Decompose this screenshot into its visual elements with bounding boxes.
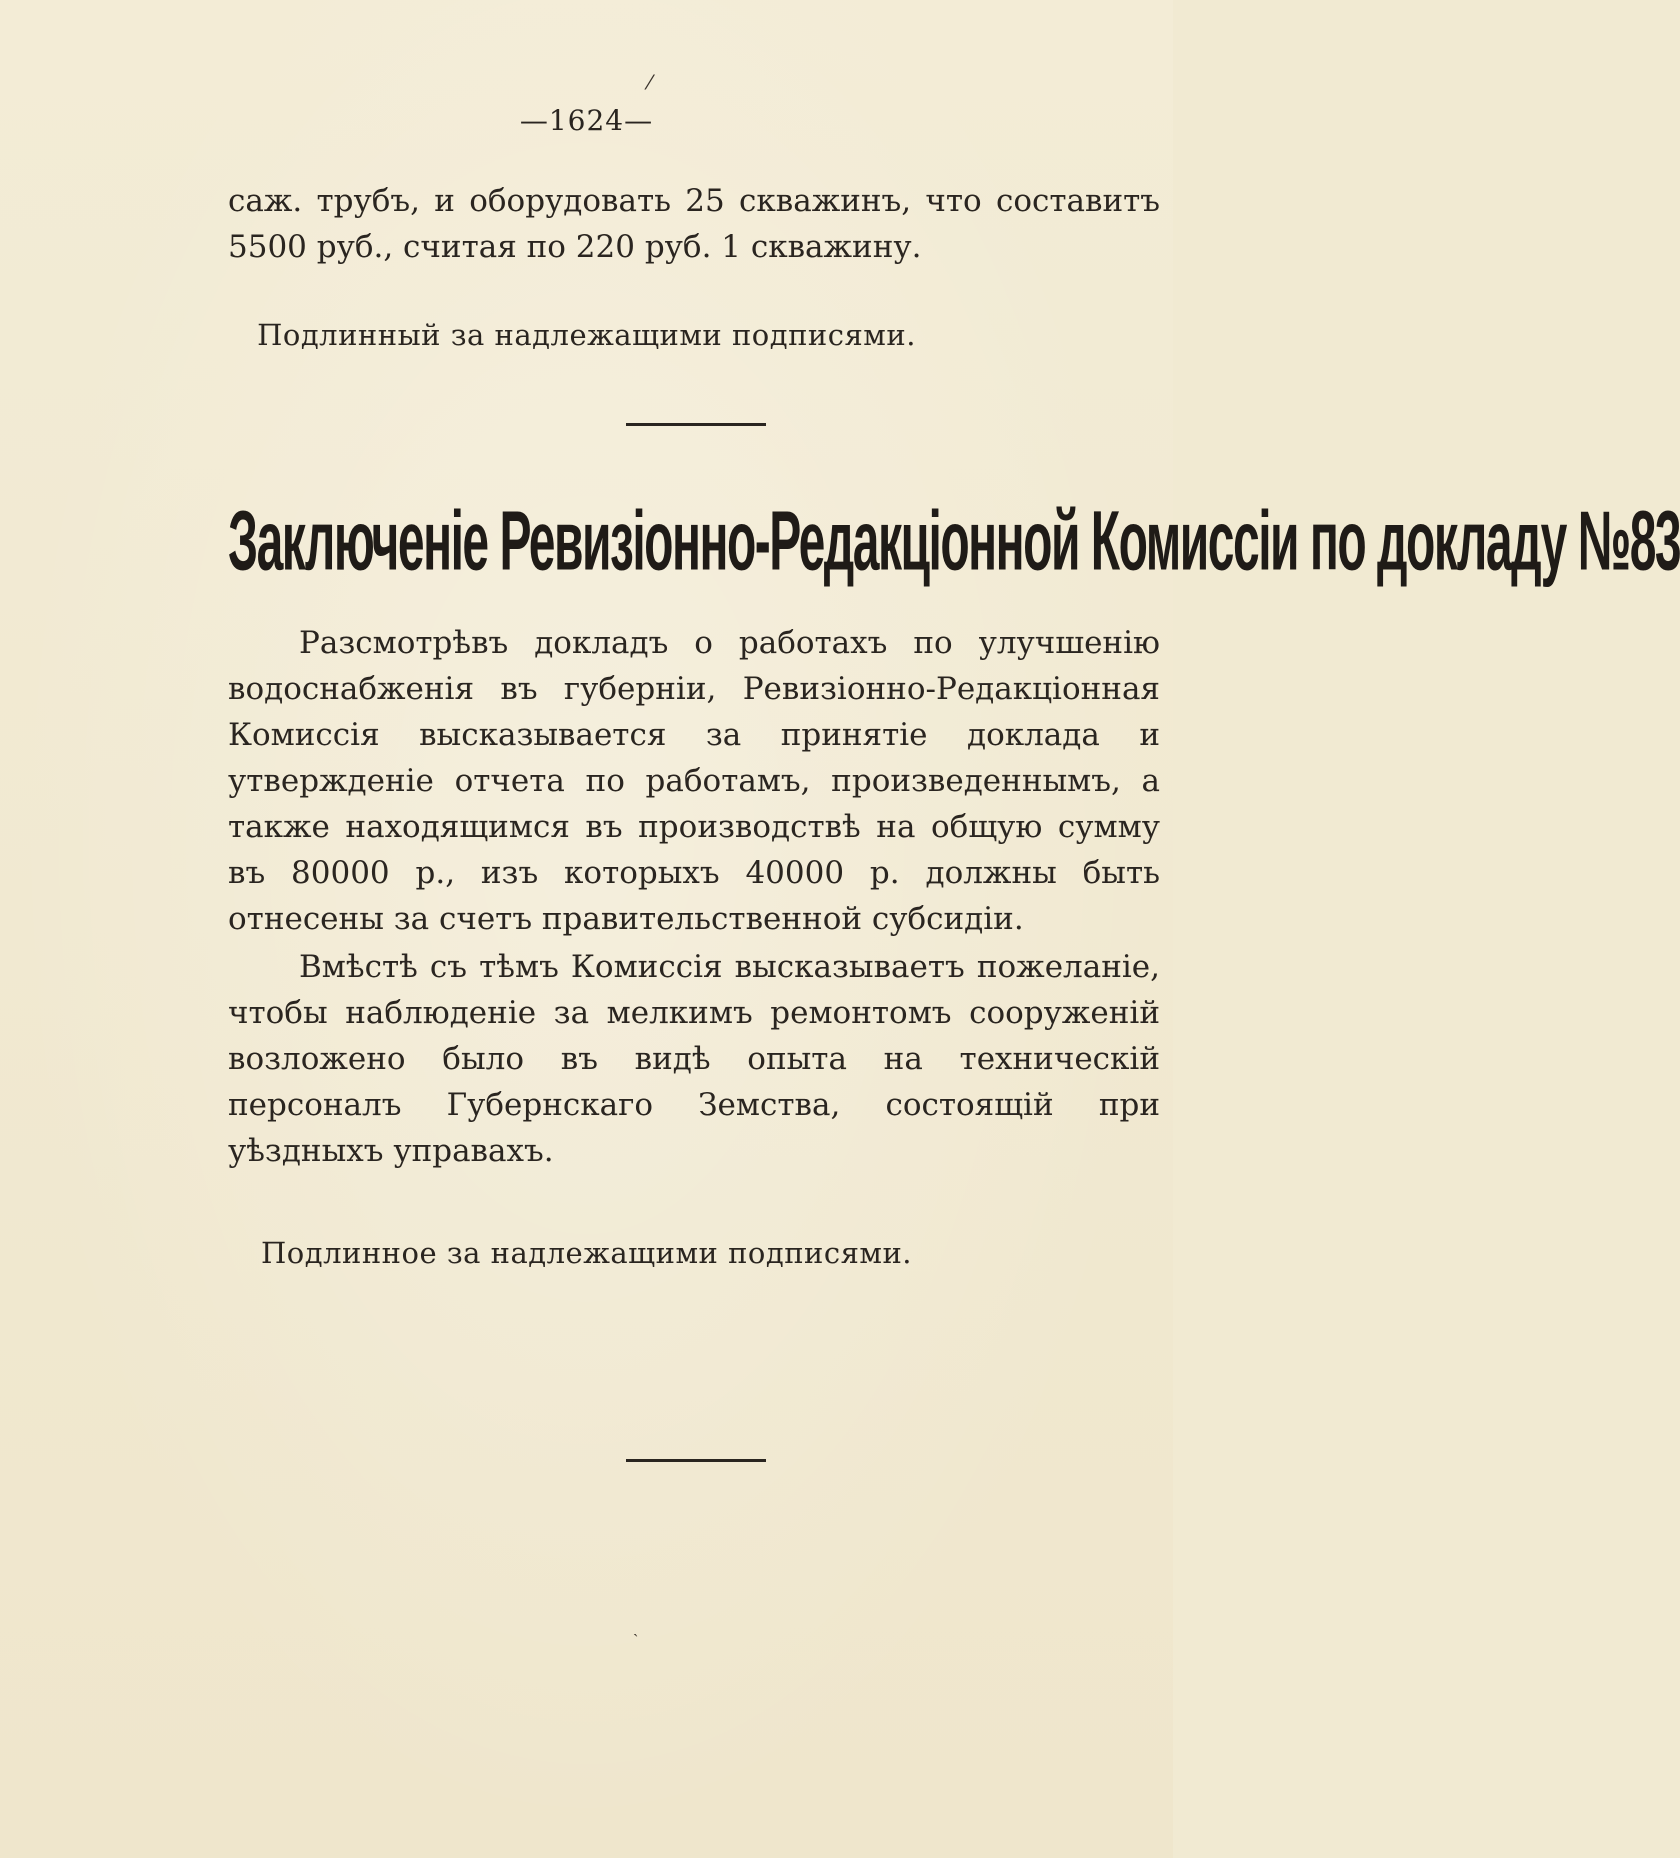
signature-line-2: Подлинное за надлежащими подписями. <box>260 1236 913 1270</box>
top-paragraph: саж. трубъ, и оборудовать 25 скважинъ, что составитъ 5500 руб., считая по 220 руб. 1 скважину. <box>228 183 1160 265</box>
body-text-block <box>228 620 1160 1174</box>
body-paragraph-1: Разсмотрѣвъ докладъ о работахъ по улучшенію водоснабженія въ губерніи, Ревизіонно-Редакціонная Комиссія высказывается за принятіе доклада и утвержденіе отчета по работамъ, произведеннымъ, а также находящимся въ производствѣ на общую сумму въ 80000 р., изъ которыхъ 40000 р. должны быть отнесены за счетъ правительственной субсидіи. <box>228 625 1160 937</box>
body-paragraph-2: Вмѣстѣ съ тѣмъ Комиссія высказываетъ пожеланіе, чтобы наблюденіе за мелкимъ ремонтомъ сооруженій возложено было въ видѣ опыта на техническій персоналъ Губернскаго Земства, состоящій при уѣздныхъ управахъ. <box>228 949 1160 1169</box>
page-number: —1624— <box>519 104 654 137</box>
pencil-mark: ⁄ <box>648 70 652 94</box>
divider-rule-2 <box>626 1459 766 1462</box>
top-paragraph-block <box>228 178 1160 270</box>
signature-line-1: Подлинный за надлежащими подписями. <box>257 318 916 352</box>
divider-rule-1 <box>626 423 766 426</box>
section-heading: Заключеніе Ревизіонно-Редакціонной Комиссіи по докладу №83 <box>228 495 1680 589</box>
pencil-mark-lower: ˎ <box>633 1618 639 1637</box>
